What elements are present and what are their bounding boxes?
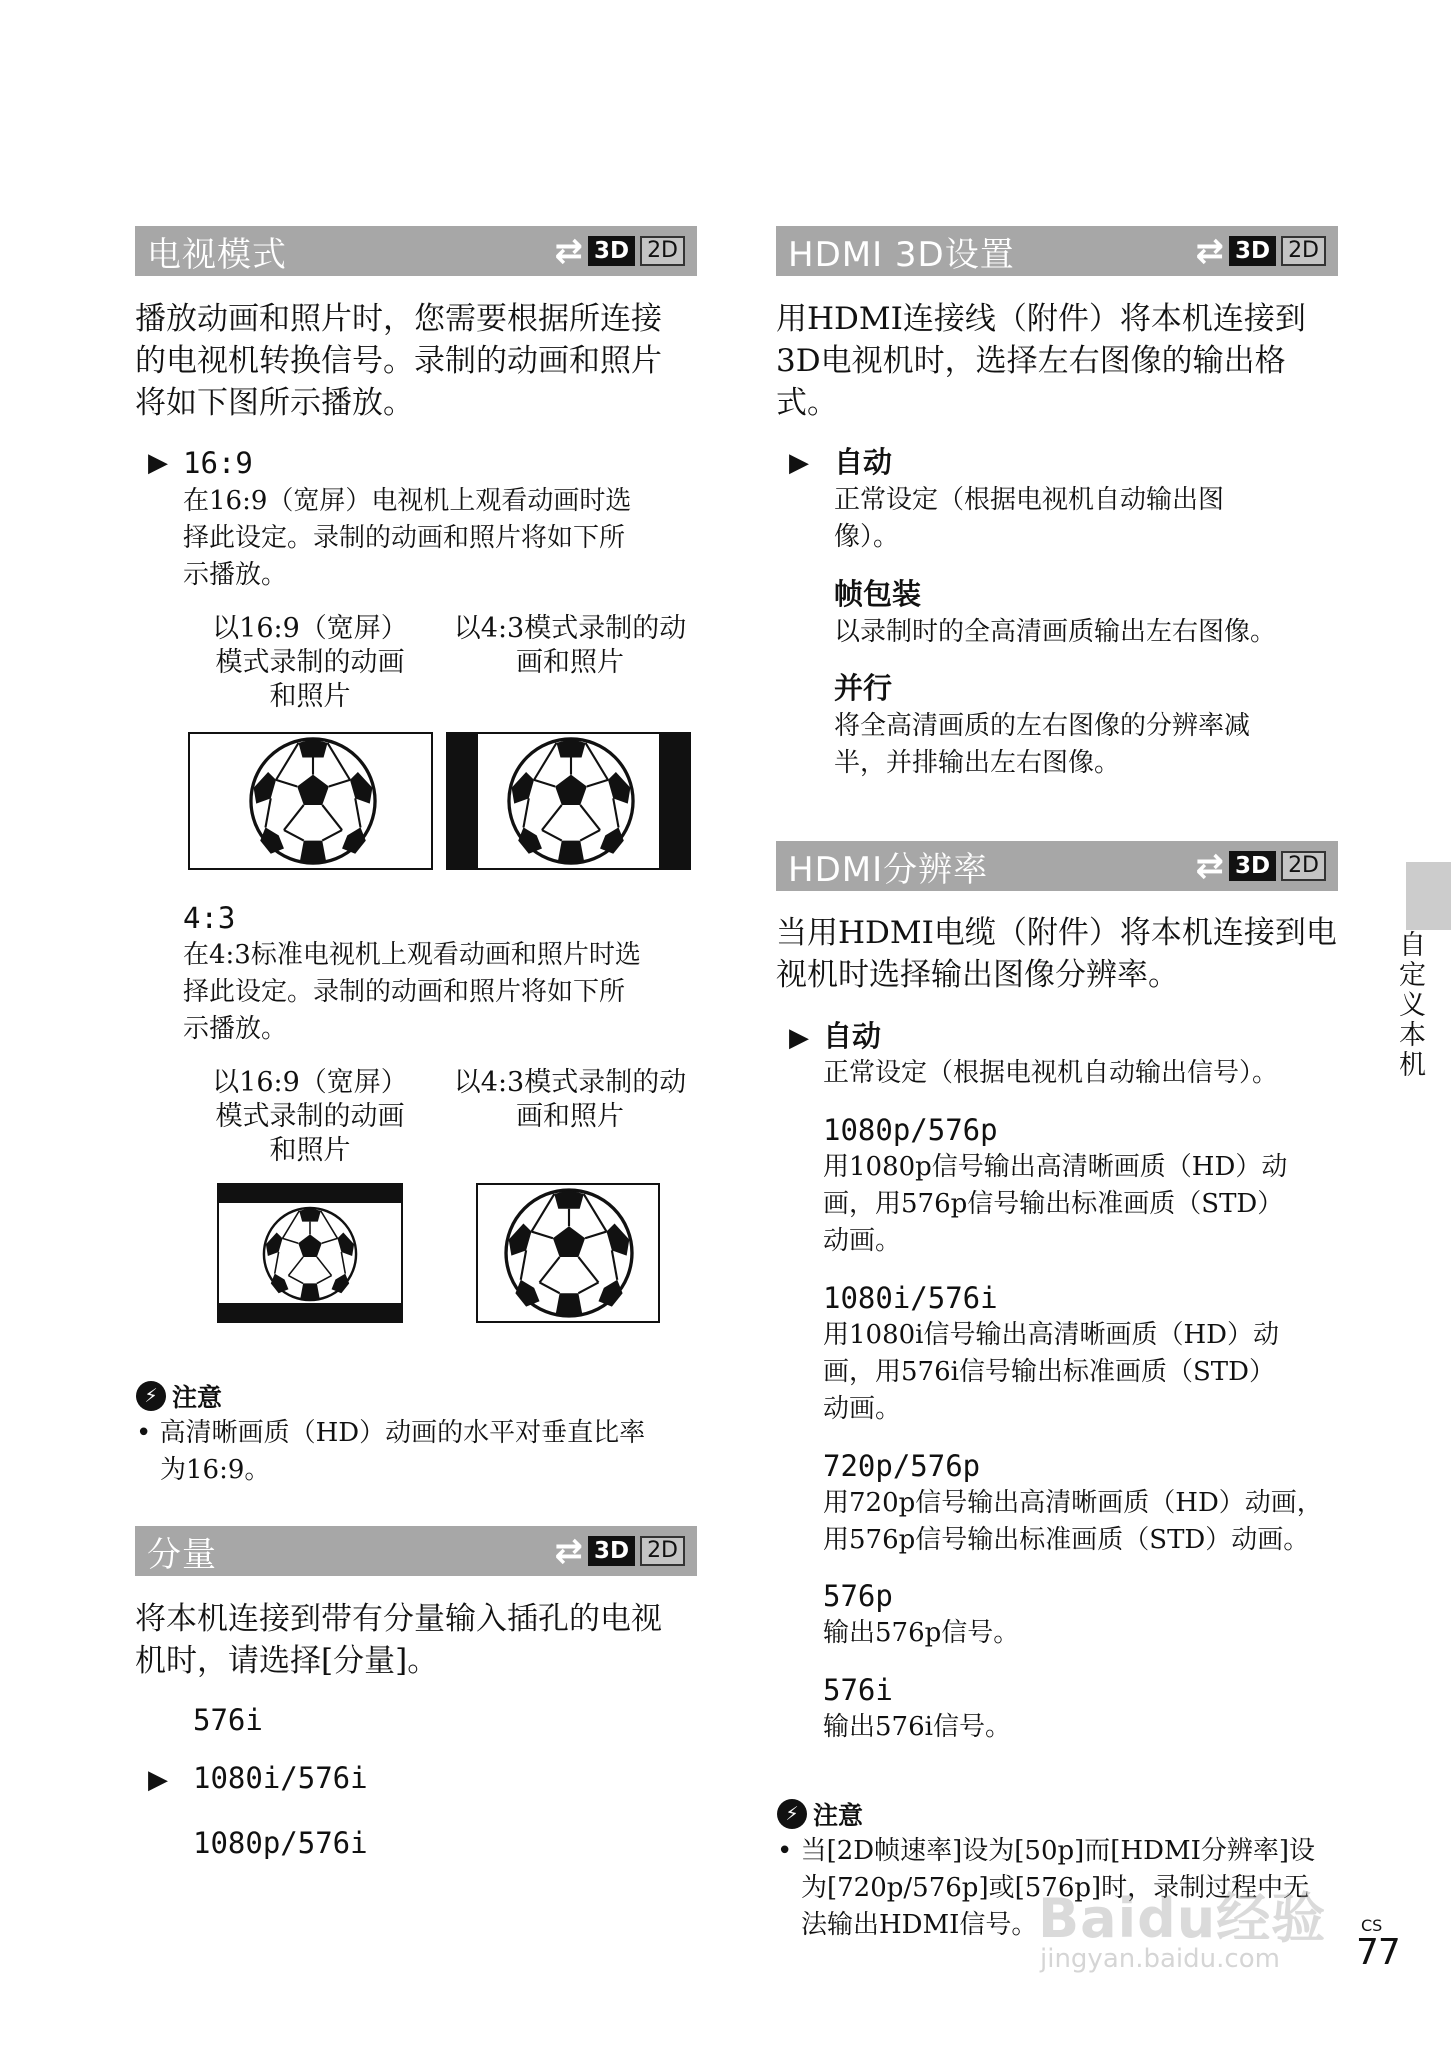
text-line: 以4:3模式录制的动 <box>453 613 687 644</box>
option-4-3-label: 4:3 <box>183 901 236 935</box>
chapter-tab-label: 自定义本机 <box>1394 930 1425 1080</box>
warning-icon: ⚡ <box>777 1799 807 1829</box>
hdmi-3d-option-frame-desc <box>834 614 1344 651</box>
note-title-text: 注意 <box>172 1383 223 1412</box>
component-option-1080i: 1080i/576i <box>193 1761 368 1795</box>
mode-icons <box>554 1531 685 1571</box>
badge-3d-icon: 3D <box>588 236 635 266</box>
letterbox-bar-bottom <box>219 1303 401 1321</box>
hdmi-res-option-1080i-desc <box>823 1317 1343 1428</box>
hdmi-res-option-1080p: 1080p/576p <box>823 1113 998 1147</box>
text-line: 播放动画和照片时，您需要根据所连接 <box>135 301 662 337</box>
caption-16-9-recorded <box>190 1066 430 1168</box>
swap-icon: ⇄ <box>554 1531 583 1571</box>
hdmi-res-option-1080p-desc <box>823 1149 1343 1260</box>
hdmi-3d-option-side-desc <box>834 708 1344 782</box>
hdmi-3d-option-auto-desc <box>834 482 1344 556</box>
text-line: 输出576p信号。 <box>823 1618 1020 1648</box>
text-line: 示播放。 <box>183 560 288 590</box>
chapter-tab <box>1406 862 1451 930</box>
text-line: 模式录制的动画 <box>215 1101 405 1132</box>
tv-mode-note-title <box>136 1378 222 1414</box>
hdmi-resolution-intro <box>776 912 1338 996</box>
mode-icons <box>1195 231 1326 271</box>
text-line: 以16:9（宽屏） <box>212 1067 408 1098</box>
badge-2d-icon: 2D <box>640 236 685 266</box>
mode-icons <box>1195 846 1326 886</box>
pillarbox-bar-left <box>448 734 478 868</box>
watermark-logo: Baidu经验 <box>1038 1887 1327 1950</box>
text-line: 3D电视机时，选择左右图像的输出格 <box>776 343 1286 379</box>
text-line: 的电视机转换信号。录制的动画和照片 <box>135 343 662 379</box>
hdmi-res-option-576i-desc <box>823 1709 1343 1746</box>
text-line: 正常设定（根据电视机自动输出信号）。 <box>823 1058 1279 1088</box>
hdmi-res-option-720p-desc <box>823 1485 1353 1559</box>
hdmi-note-title <box>777 1796 863 1832</box>
text-line: 在16:9（宽屏）电视机上观看动画时选 <box>183 486 632 516</box>
hdmi-resolution-header <box>776 841 1338 891</box>
standard-tv-frame <box>476 1183 660 1323</box>
hdmi-3d-option-auto: 自动 <box>834 445 893 479</box>
caption-4-3-recorded <box>440 612 700 680</box>
hdmi-res-option-576p: 576p <box>823 1579 893 1613</box>
text-line: • 高清晰画质（HD）动画的水平对垂直比率 <box>136 1418 646 1448</box>
letterbox-tv-frame <box>217 1183 403 1323</box>
badge-2d-icon: 2D <box>1281 851 1326 881</box>
text-line: 择此设定。录制的动画和照片将如下所 <box>183 523 626 553</box>
option-4-3-desc <box>183 937 703 1048</box>
text-line: 以4:3模式录制的动 <box>453 1067 687 1098</box>
widescreen-tv-frame <box>188 732 433 870</box>
pillarbox-tv-frame <box>446 732 691 870</box>
hdmi-res-option-1080i: 1080i/576i <box>823 1281 998 1315</box>
badge-3d-icon: 3D <box>1229 236 1276 266</box>
caption-16-9-recorded <box>190 612 430 714</box>
warning-icon: ⚡ <box>136 1381 166 1411</box>
text-line: 以录制时的全高清画质输出左右图像。 <box>834 617 1277 647</box>
watermark-url: jingyan.baidu.com <box>1040 1944 1280 1974</box>
text-line: 将全高清画质的左右图像的分辨率减 <box>834 711 1251 741</box>
text-line: 将如下图所示播放。 <box>135 385 414 421</box>
text-line: 动画。 <box>823 1394 902 1424</box>
page-lang-code: CS <box>1361 1916 1383 1935</box>
swap-icon: ⇄ <box>554 231 583 271</box>
note-title-text: 注意 <box>813 1801 864 1830</box>
text-line: 机时，请选择[分量]。 <box>135 1643 439 1679</box>
text-line: 正常设定（根据电视机自动输出图 <box>834 485 1225 515</box>
hdmi-res-option-auto-desc <box>823 1055 1343 1092</box>
swap-icon: ⇄ <box>1195 846 1224 886</box>
hdmi-res-option-576p-desc <box>823 1615 1343 1652</box>
mode-icons <box>554 231 685 271</box>
badge-2d-icon: 2D <box>1281 236 1326 266</box>
tv-mode-header <box>135 226 697 276</box>
text-line: 用720p信号输出高清晰画质（HD）动画， <box>823 1488 1323 1518</box>
text-line: 为16:9。 <box>160 1455 271 1485</box>
caption-4-3-recorded <box>440 1066 700 1134</box>
soccer-ball-icon <box>505 735 637 867</box>
component-option-1080p: 1080p/576i <box>193 1826 368 1860</box>
hdmi-res-option-576i: 576i <box>823 1673 893 1707</box>
default-marker-icon: ▶ <box>789 448 809 478</box>
badge-3d-icon: 3D <box>1229 851 1276 881</box>
text-line: 用HDMI连接线（附件）将本机连接到 <box>776 301 1306 337</box>
text-line: 式。 <box>776 385 838 421</box>
hdmi-res-option-720p: 720p/576p <box>823 1449 981 1483</box>
default-marker-icon: ▶ <box>148 448 168 478</box>
text-line: 用576p信号输出标准画质（STD）动画。 <box>823 1525 1310 1555</box>
text-line: 用1080p信号输出高清晰画质（HD）动 <box>823 1152 1288 1182</box>
tv-mode-note-body <box>136 1415 696 1489</box>
text-line: 法输出HDMI信号。 <box>801 1910 1038 1940</box>
text-line: 将本机连接到带有分量输入插孔的电视 <box>135 1601 662 1637</box>
default-marker-icon: ▶ <box>789 1023 809 1053</box>
text-line: 示播放。 <box>183 1014 288 1044</box>
pillarbox-bar-right <box>659 734 689 868</box>
text-line: 和照片 <box>269 1135 351 1166</box>
tv-mode-title: 电视模式 <box>147 234 287 275</box>
text-line: 视机时选择输出图像分辨率。 <box>776 957 1179 993</box>
hdmi-3d-option-frame-packing: 帧包装 <box>834 577 922 611</box>
text-line: 像）。 <box>834 522 900 552</box>
text-line: 画和照片 <box>516 1101 624 1132</box>
text-line: 输出576i信号。 <box>823 1712 1011 1742</box>
option-16-9-label: 16:9 <box>183 446 253 480</box>
hdmi-3d-title: HDMI 3D设置 <box>788 234 1015 275</box>
text-line: 画，用576p信号输出标准画质（STD） <box>823 1189 1284 1219</box>
text-line: 当用HDMI电缆（附件）将本机连接到电 <box>776 915 1337 951</box>
option-16-9-desc <box>183 483 703 594</box>
text-line: 为[720p/576p]或[576p]时，录制过程中无 <box>801 1873 1310 1903</box>
hdmi-res-option-auto: 自动 <box>823 1019 882 1053</box>
tv-mode-intro <box>135 298 697 424</box>
swap-icon: ⇄ <box>1195 231 1224 271</box>
component-title: 分量 <box>147 1534 217 1575</box>
soccer-ball-icon <box>261 1205 359 1303</box>
text-line: 模式录制的动画 <box>215 647 405 678</box>
hdmi-3d-intro <box>776 298 1338 424</box>
default-marker-icon: ▶ <box>148 1765 168 1795</box>
text-line: 半，并排输出左右图像。 <box>834 748 1121 778</box>
page-number: 77 <box>1356 1932 1400 1973</box>
hdmi-3d-option-side-by-side: 并行 <box>834 671 893 705</box>
badge-3d-icon: 3D <box>588 1536 635 1566</box>
text-line: 和照片 <box>269 681 351 712</box>
hdmi-3d-header <box>776 226 1338 276</box>
soccer-ball-icon <box>247 735 379 867</box>
badge-2d-icon: 2D <box>640 1536 685 1566</box>
letterbox-bar-top <box>219 1185 401 1203</box>
text-line: 画和照片 <box>516 647 624 678</box>
text-line: 画，用576i信号输出标准画质（STD） <box>823 1357 1275 1387</box>
text-line: 以16:9（宽屏） <box>212 613 408 644</box>
hdmi-resolution-title: HDMI分辨率 <box>788 849 989 890</box>
component-intro <box>135 1598 697 1682</box>
text-line: 用1080i信号输出高清晰画质（HD）动 <box>823 1320 1280 1350</box>
text-line: 择此设定。录制的动画和照片将如下所 <box>183 977 626 1007</box>
text-line: 动画。 <box>823 1226 902 1256</box>
text-line: • 当[2D帧速率]设为[50p]而[HDMI分辨率]设 <box>777 1836 1315 1866</box>
text-line: 在4:3标准电视机上观看动画和照片时选 <box>183 940 641 970</box>
component-option-576i: 576i <box>193 1703 263 1737</box>
soccer-ball-icon <box>502 1186 636 1320</box>
component-header <box>135 1526 697 1576</box>
